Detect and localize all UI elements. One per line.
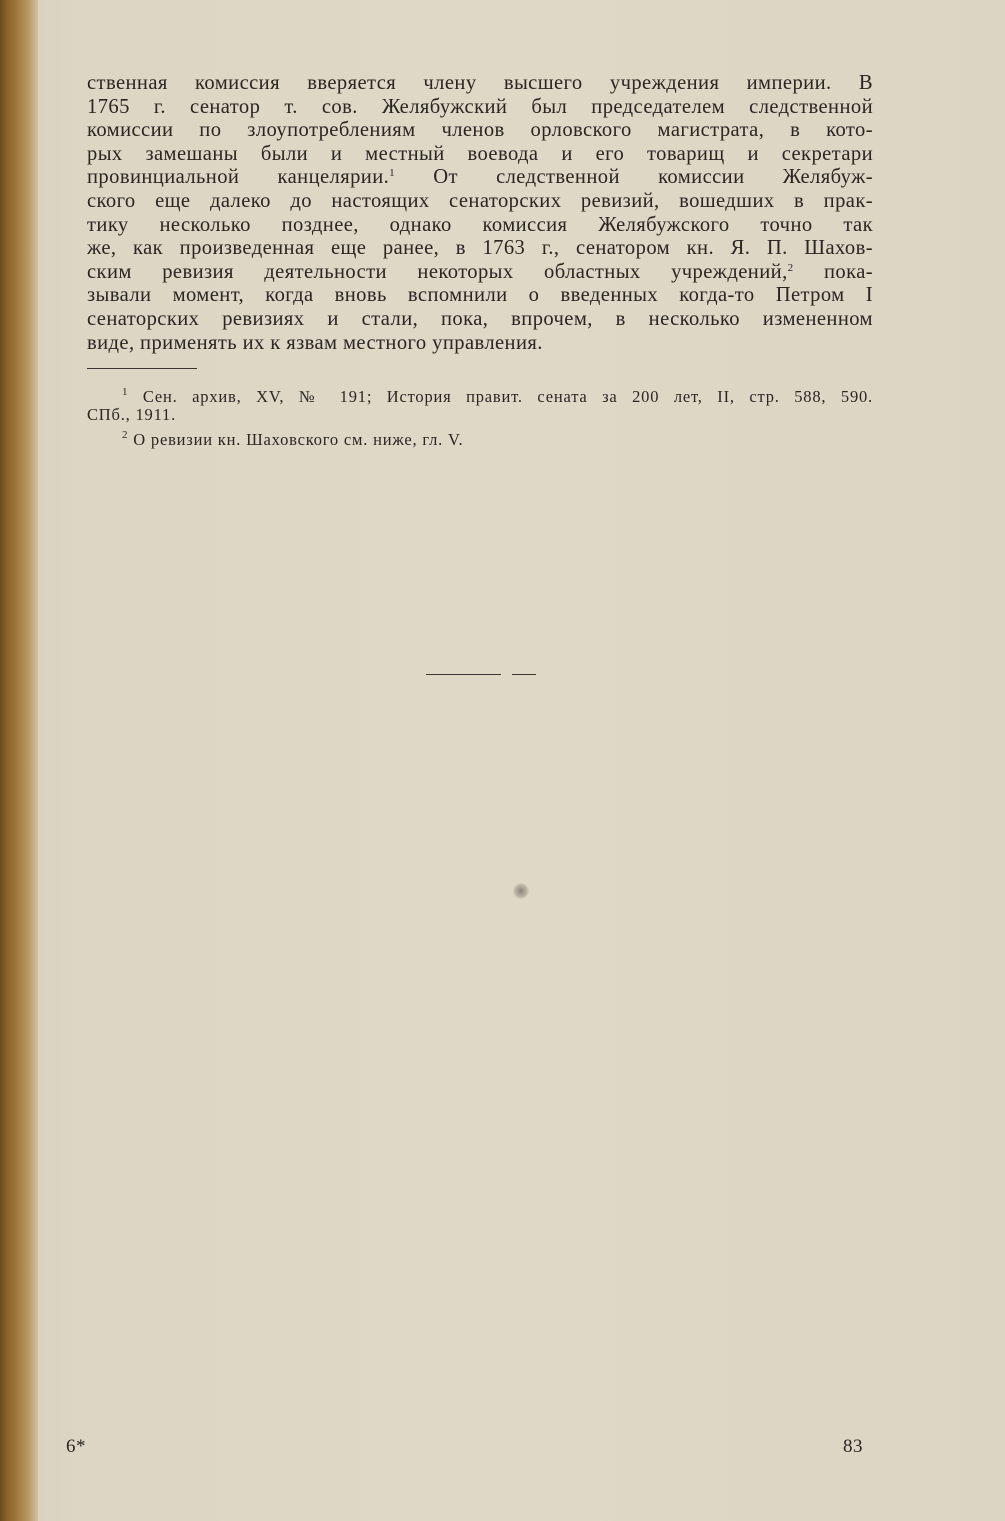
text-line: ственная комиссия вверяется члену высшего учреждения империи. В — [87, 72, 873, 94]
signature-mark: 6* — [66, 1436, 86, 1457]
text-line — [87, 261, 873, 285]
text-fragment: пока- — [823, 260, 873, 283]
body-paragraph — [87, 72, 873, 355]
footnote-1 — [87, 388, 873, 406]
footnote-text: Сен. архив, XV, № 191; История правит. сената за 200 лет, II, стр. 588, 590. — [142, 388, 873, 406]
text-fragment: От следственной комиссии Желябуж- — [433, 166, 873, 189]
footnotes — [87, 388, 873, 449]
text-line: зывали момент, когда вновь вспомнили о введенных когда-то Петром I — [87, 284, 873, 307]
footnote-marker: 2 — [122, 431, 129, 441]
footnote-1-continuation: СПб., 1911. — [87, 406, 177, 424]
footnote-marker: 1 — [122, 388, 129, 398]
book-binding-edge — [0, 0, 38, 1521]
footnote-separator — [87, 368, 197, 369]
chapter-end-rule — [426, 674, 536, 675]
footnote-text: О ревизии кн. Шаховского см. ниже, гл. V. — [133, 431, 464, 449]
text-line: рых замешаны были и местный воевода и его товарищ и секретари — [87, 142, 873, 165]
paper-smudge — [513, 883, 529, 899]
footnote-2 — [87, 431, 873, 449]
footnote-ref-1: 1 — [389, 167, 396, 180]
text-line: виде, применять их к язвам местного управления. — [87, 331, 543, 354]
text-line: комиссии по злоупотреблениям членов орловского магистрата, в кото- — [87, 119, 873, 142]
text-fragment: ским ревизия деятельности некоторых областных учреждений, — [87, 260, 788, 283]
text-line: сенаторских ревизиях и стали, пока, впрочем, в несколько измененном — [87, 307, 873, 330]
text-line: же, как произведенная еще ранее, в 1763 г., сенатором кн. Я. П. Шахов- — [87, 237, 873, 260]
page-number: 83 — [843, 1436, 863, 1457]
text-line — [87, 166, 873, 190]
text-fragment: провинциальной канцелярии. — [87, 166, 390, 189]
text-line: 1765 г. сенатор т. сов. Желябужский был председателем следственной — [87, 95, 873, 118]
footnote-ref-2: 2 — [787, 261, 794, 274]
text-line: тику несколько позднее, однако комиссия Желябужского точно так — [87, 213, 873, 236]
text-line: ского еще далеко до настоящих сенаторских ревизий, вошедших в прак- — [87, 189, 873, 212]
